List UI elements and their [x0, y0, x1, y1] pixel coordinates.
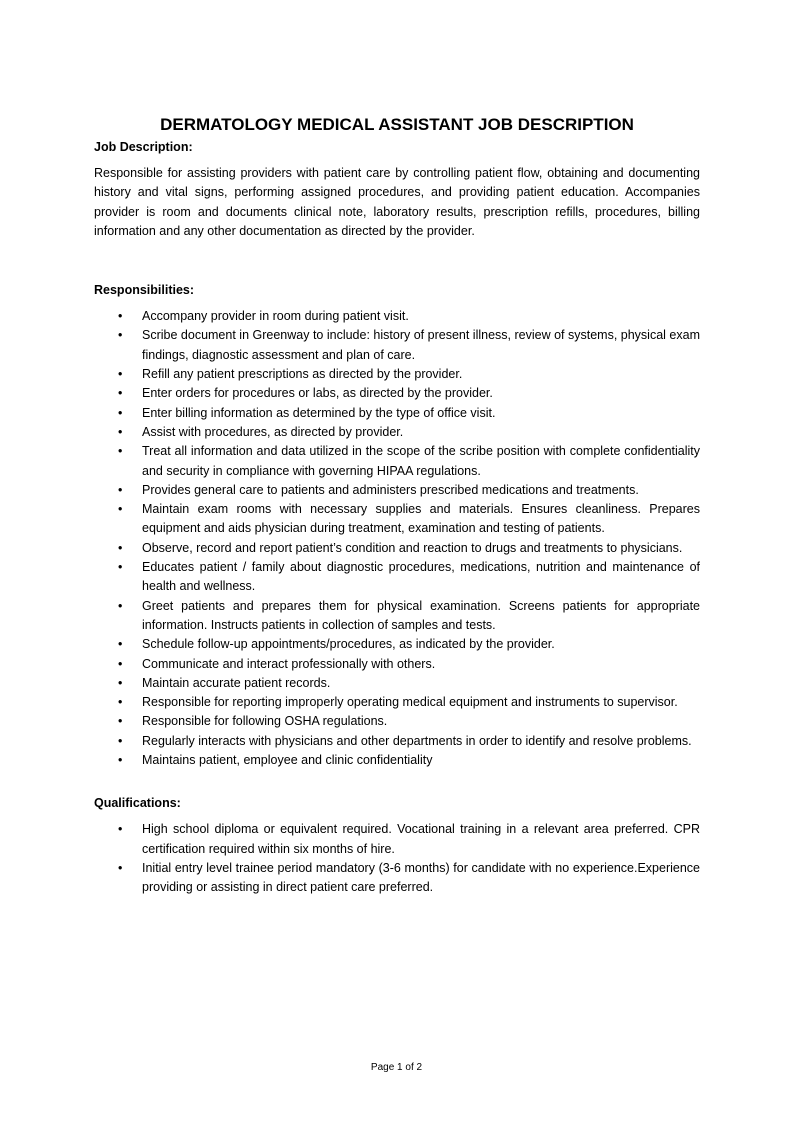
bullet-icon: • — [118, 733, 123, 748]
bullet-icon: • — [118, 822, 123, 837]
list-item — [94, 384, 700, 403]
list-item-text: Maintains patient, employee and clinic confidentiality — [142, 753, 433, 768]
list-item-text: Provides general care to patients and administers prescribed medications and treatments. — [142, 482, 639, 497]
bullet-icon: • — [118, 637, 123, 652]
list-item-text: Maintain exam rooms with necessary supplies and materials. Ensures cleanliness. Prepares equipment and aids physician during treatment, examination and testing of patients. — [142, 502, 700, 536]
list-item — [94, 423, 700, 442]
list-item — [94, 693, 700, 712]
list-item — [94, 655, 700, 674]
bullet-icon: • — [118, 444, 123, 459]
bullet-icon: • — [118, 753, 123, 768]
list-item — [94, 635, 700, 654]
bullet-icon: • — [118, 656, 123, 671]
list-item — [94, 674, 700, 693]
qualifications-heading: Qualifications: — [94, 796, 181, 811]
list-item-text: Communicate and interact professionally with others. — [142, 656, 436, 671]
bullet-icon: • — [118, 328, 123, 343]
list-item-text: Enter orders for procedures or labs, as directed by the provider. — [142, 386, 493, 401]
bullet-icon: • — [118, 714, 123, 729]
job-description-heading: Job Description: — [94, 140, 193, 154]
section-spacer — [94, 241, 700, 283]
section-spacer — [94, 770, 700, 796]
bullet-icon: • — [118, 695, 123, 710]
list-item — [94, 404, 700, 423]
list-item-text: Enter billing information as determined by the type of office visit. — [142, 405, 496, 420]
list-item — [94, 859, 700, 898]
list-item — [94, 365, 700, 384]
list-item-text: Initial entry level trainee period mandatory (3-6 months) for candidate with no experience.Experience providing or assisting in direct patient care preferred. — [142, 860, 700, 895]
list-item — [94, 307, 700, 326]
list-item — [94, 558, 700, 597]
bullet-icon: • — [118, 482, 123, 497]
list-item — [94, 597, 700, 636]
list-item — [94, 481, 700, 500]
document-title: DERMATOLOGY MEDICAL ASSISTANT JOB DESCRIPTION — [160, 115, 634, 134]
list-item-text: Observe, record and report patient’s condition and reaction to drugs and treatments to physicians. — [142, 540, 683, 555]
bullet-icon: • — [118, 860, 123, 875]
list-item-text: Regularly interacts with physicians and other departments in order to identify and resolve problems. — [142, 733, 692, 748]
list-item-text: Schedule follow-up appointments/procedures, as indicated by the provider. — [142, 637, 555, 652]
list-item — [94, 539, 700, 558]
bullet-icon: • — [118, 367, 123, 382]
bullet-icon: • — [118, 386, 123, 401]
bullet-icon: • — [118, 405, 123, 420]
list-item-text: Greet patients and prepares them for physical examination. Screens patients for appropriate information. Instructs patients in collection of samples and tests. — [142, 598, 700, 632]
bullet-icon: • — [118, 540, 123, 555]
list-item-text: Assist with procedures, as directed by provider. — [142, 424, 404, 439]
list-item — [94, 732, 700, 751]
list-item — [94, 751, 700, 770]
qualifications-list — [94, 820, 700, 897]
list-item-text: Educates patient / family about diagnostic procedures, medications, nutrition and maintenance of health and wellness. — [142, 560, 700, 594]
responsibilities-heading: Responsibilities: — [94, 283, 195, 298]
responsibilities-list — [94, 307, 700, 770]
bullet-icon: • — [118, 598, 123, 613]
page-number-footer: Page 1 of 2 — [370, 1062, 423, 1073]
list-item-text: Accompany provider in room during patient visit. — [142, 309, 409, 324]
bullet-icon: • — [118, 309, 123, 324]
list-item-text: Scribe document in Greenway to include: history of present illness, review of systems, physical exam findings, diagnostic assessment and plan of care. — [142, 328, 700, 362]
list-item-text: Treat all information and data utilized in the scope of the scribe position with complete confidentiality and security in compliance with governing HIPAA regulations. — [142, 444, 700, 478]
list-item — [94, 712, 700, 731]
list-item-text: High school diploma or equivalent required. Vocational training in a relevant area preferred. CPR certification required within six months of hire. — [142, 822, 700, 856]
list-item — [94, 500, 700, 539]
bullet-icon: • — [118, 675, 123, 690]
list-item — [94, 442, 700, 481]
bullet-icon: • — [118, 560, 123, 575]
list-item-text: Maintain accurate patient records. — [142, 675, 331, 690]
list-item-text: Refill any patient prescriptions as directed by the provider. — [142, 367, 463, 382]
list-item-text: Responsible for reporting improperly operating medical equipment and instruments to supervisor. — [142, 695, 678, 710]
document-body — [94, 115, 700, 898]
job-description-paragraph: Responsible for assisting providers with patient care by controlling patient flow, obtaining and documenting history and vital signs, performing assigned procedures, and providing patient education. Accompanies provider is room and documents clinical note, laboratory results, prescription refills, procedures, billing information and any other documentation as directed by the provider. — [94, 166, 700, 238]
list-item — [94, 820, 700, 859]
bullet-icon: • — [118, 424, 123, 439]
list-item — [94, 326, 700, 365]
list-item-text: Responsible for following OSHA regulations. — [142, 714, 388, 729]
bullet-icon: • — [118, 502, 123, 517]
